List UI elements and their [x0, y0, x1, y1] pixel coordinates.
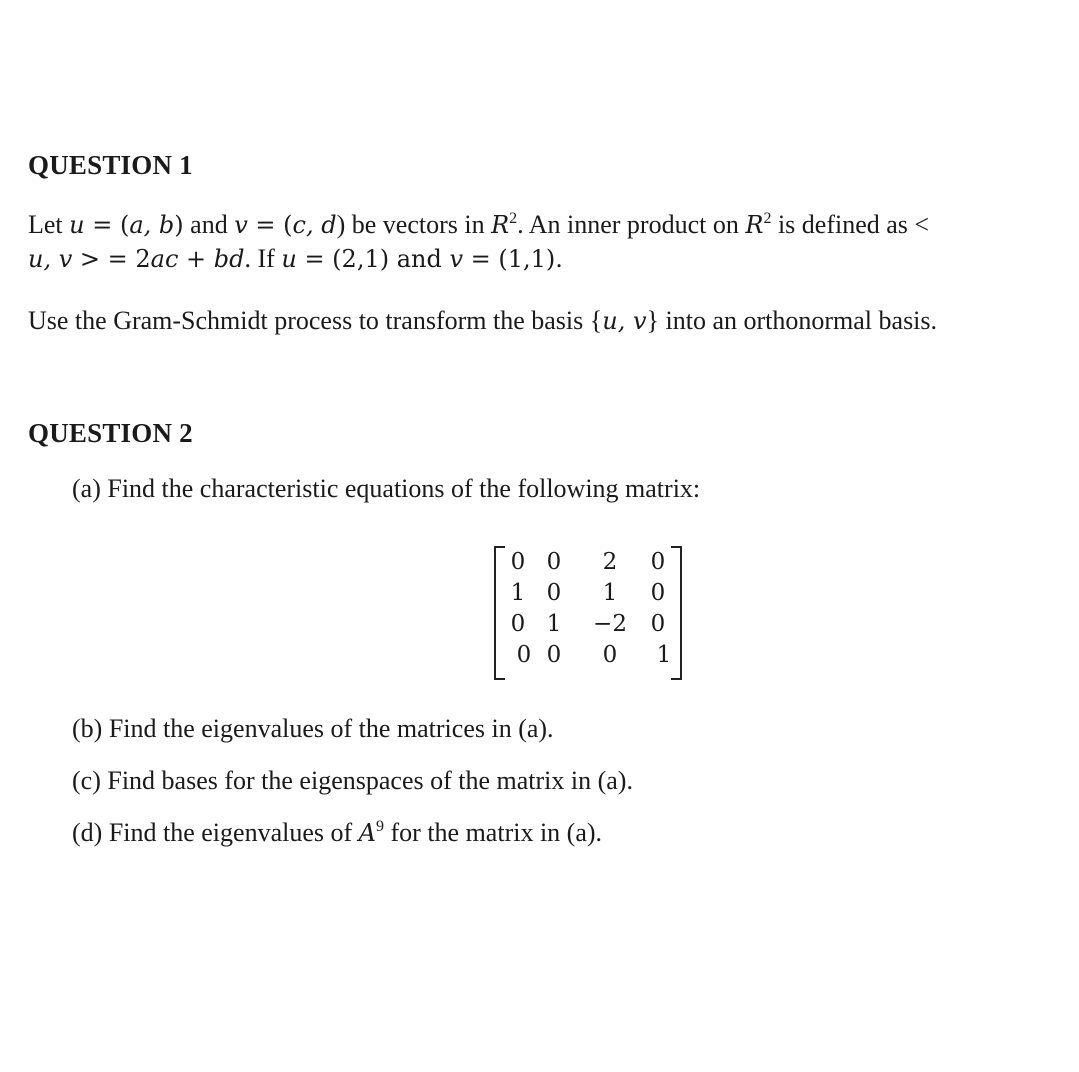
matrix-cell: 1 [656, 642, 672, 668]
matrix-cell: 1 [602, 580, 618, 606]
matrix-cell: 0 [546, 580, 562, 606]
matrix-cell: 0 [510, 549, 526, 575]
matrix-cell: 1 [510, 580, 526, 606]
question-1-text: Let u = (a, b) and v = (c, d) be vectors in $R^2$. An inner product on $R^2$ is defined as < u, v > = 2ac + bd. If u = (2,1) and v = (1,1). [28, 210, 930, 273]
matrix-cell: 0 [510, 611, 526, 637]
matrix-cell: 0 [546, 549, 562, 575]
question-1-instruction: Use the Gram-Schmidt process to transform the basis {u, v} into an orthonormal basis. [28, 306, 938, 335]
matrix [490, 542, 686, 682]
matrix-cell: −2 [593, 611, 627, 637]
matrix-cell: 0 [546, 642, 562, 668]
matrix-cell: 0 [602, 642, 618, 668]
question-2d-text: (d) Find the eigenvalues of $A^9$ for the matrix in (a). [72, 818, 603, 847]
question-1-heading: QUESTION 1 [28, 150, 193, 180]
question-2b-text: (b) Find the eigenvalues of the matrices in (a). [72, 714, 554, 743]
question-2a-text: (a) Find the characteristic equations of the following matrix: [72, 474, 701, 503]
question-2-heading: QUESTION 2 [28, 418, 193, 448]
question-2c-text: (c) Find bases for the eigenspaces of the matrix in (a). [72, 766, 633, 795]
matrix-cell: 0 [650, 549, 666, 575]
matrix-cell: 0 [650, 580, 666, 606]
matrix-cell: 1 [546, 611, 562, 637]
matrix-cell: 0 [650, 611, 666, 637]
matrix-cell: 0 [516, 642, 532, 668]
matrix-cell: 2 [602, 549, 618, 575]
